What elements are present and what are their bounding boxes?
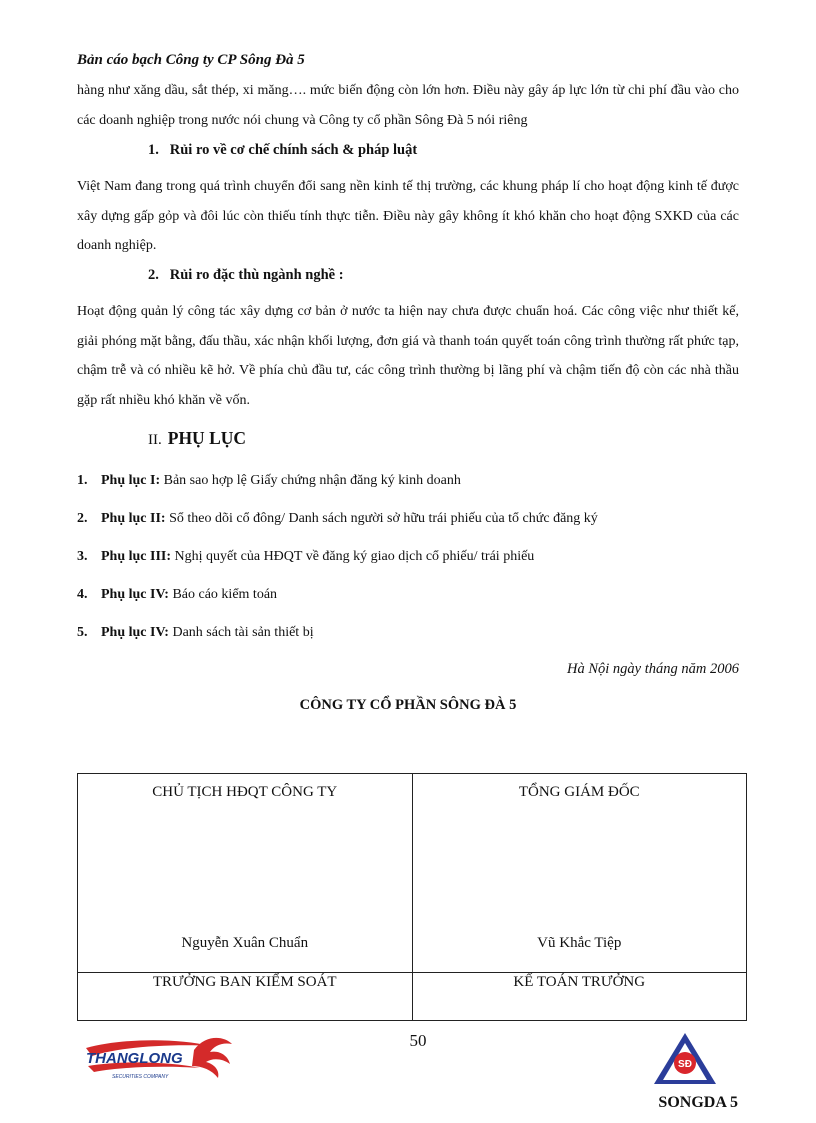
appendix-number: 5. (77, 625, 88, 640)
appendix-label: Phụ lục I: (101, 473, 161, 488)
section-heading-appendix (148, 428, 246, 449)
appendix-label: Phụ lục IV: (101, 625, 169, 640)
signature-cell-supervisor: TRƯỞNG BAN KIỂM SOÁT (78, 973, 413, 1021)
risk-title: Rủi ro về cơ chế chính sách & pháp luật (169, 142, 418, 158)
document-header-title: Bản cáo bạch Công ty CP Sông Đà 5 (77, 52, 305, 68)
thanglong-logo-text: THANGLONG (86, 1050, 183, 1067)
signature-row (78, 774, 747, 973)
appendix-item (77, 625, 314, 641)
appendix-label: Phụ lục III: (101, 549, 172, 564)
signature-cell-chairman (78, 774, 413, 973)
signer-role: TỔNG GIÁM ĐỐC (518, 784, 640, 800)
thanglong-logo (82, 1030, 234, 1086)
page-number: 50 (409, 1031, 427, 1050)
signer-name: Vũ Khắc Tiệp (537, 935, 622, 951)
appendix-number: 2. (77, 511, 88, 526)
company-name: CÔNG TY CỔ PHẦN SÔNG ĐÀ 5 (299, 697, 517, 713)
appendix-item (77, 549, 534, 565)
risk-heading-policy (148, 142, 417, 159)
appendix-number: 4. (77, 587, 88, 602)
intro-paragraph: hàng như xăng dầu, sắt thép, xi măng…. mức biến động còn lớn hơn. Điều này gây áp lực lớn từ chi phí đầu vào cho các doanh nghiệp trong nước nói chung và Công ty cổ phần Sông Đà 5 nói riêng (77, 83, 739, 128)
date-line: Hà Nội ngày tháng năm 2006 (567, 661, 739, 677)
signer-name: Nguyễn Xuân Chuẩn (181, 935, 309, 951)
signature-table (77, 773, 747, 1021)
signer-role: CHỦ TỊCH HĐQT CÔNG TY (152, 784, 338, 800)
signature-cell-director (412, 774, 747, 973)
appendix-item (77, 473, 461, 489)
songda-label: SONGDA 5 (658, 1094, 738, 1111)
signature-cell-accountant: KẾ TOÁN TRƯỞNG (412, 973, 747, 1021)
risk-number: 2. (148, 267, 159, 283)
section-roman-numeral: II. (148, 432, 162, 448)
appendix-text: Bản sao hợp lệ Giấy chứng nhận đăng ký kinh doanh (163, 473, 461, 488)
thanglong-logo-subtext: SECURITIES COMPANY (112, 1074, 169, 1080)
risk-industry-paragraph: Hoạt động quản lý công tác xây dựng cơ bản ở nước ta hiện nay chưa được chuẩn hoá. Các công việc như thiết kế, giải phóng mặt bằng, đấu thầu, xác nhận khối lượng, đơn giá và thanh toán quyết toán công trình thường rất phức tạp, chậm trễ và có nhiều kẽ hở. Về phía chủ đầu tư, các công trình thường bị lãng phí và chậm tiến độ còn các nhà thầu gặp rất nhiều khó khăn về vốn. (77, 304, 739, 408)
appendix-label: Phụ lục IV: (101, 587, 169, 602)
risk-heading-industry (148, 267, 344, 284)
risk-number: 1. (148, 142, 159, 158)
risk-policy-paragraph: Việt Nam đang trong quá trình chuyển đổi sang nền kinh tế thị trường, các khung pháp lí cho hoạt động kinh tế được xây dựng gấp gỏp và đôi lúc còn thiếu tính thực tiễn. Điều này gây không ít khó khăn cho hoạt động SXKD của các doanh nghiệp. (77, 179, 739, 253)
appendix-text: Danh sách tài sản thiết bị (172, 625, 314, 640)
risk-title: Rủi ro đặc thù ngành nghề : (169, 267, 344, 283)
section-title: PHỤ LỤC (167, 428, 247, 448)
appendix-text: Sổ theo dõi cổ đông/ Danh sách người sở hữu trái phiếu của tổ chức đăng ký (169, 511, 598, 526)
appendix-label: Phụ lục II: (101, 511, 166, 526)
appendix-item (77, 511, 598, 527)
songda-logo-mark: SĐ (678, 1059, 692, 1070)
appendix-number: 1. (77, 473, 88, 488)
appendix-text: Báo cáo kiểm toán (172, 587, 278, 602)
appendix-item (77, 587, 277, 603)
appendix-number: 3. (77, 549, 88, 564)
songda-logo (652, 1030, 718, 1086)
signature-row (78, 973, 747, 1021)
appendix-text: Nghị quyết của HĐQT về đăng ký giao dịch cổ phiếu/ trái phiếu (174, 549, 535, 564)
